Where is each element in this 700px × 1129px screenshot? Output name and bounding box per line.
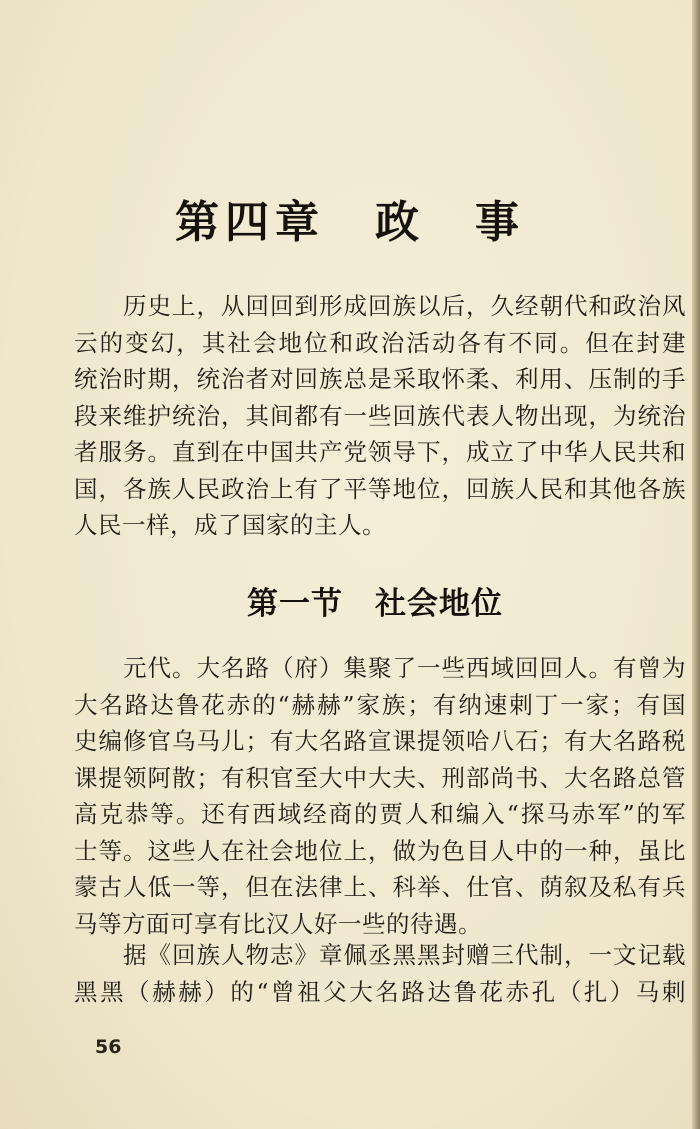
text-line: 据《回族人物志》章佩丞黑黑封赠三代制，一文记载 [74, 941, 686, 969]
text-line: 士等。这些人在社会地位上，做为色目人中的一种，虽比 [74, 836, 686, 865]
text-line: 段来维护统治，其间都有一些回族代表人物出现，为统治 [74, 401, 686, 430]
text-line: 国，各族人民政治上有了平等地位，回族人民和其他各族 [74, 474, 686, 503]
text-line: 课提领阿散；有积官至大中大夫、刑部尚书、大名路总管 [74, 763, 686, 792]
text-line: 黑黑（赫赫）的“曾祖父大名路达鲁花赤孔（扎）马剌 [74, 977, 686, 1006]
section-title: 第一节 社会地位 [247, 586, 503, 622]
text-line: 马等方面可享有比汉人好一些的待遇。 [74, 909, 482, 938]
text-line: 高克恭等。还有西域经商的贾人和编入“探马赤军”的军 [74, 800, 686, 828]
text-line: 大名路达鲁花赤的“赫赫”家族；有纳速剌丁一家；有国 [74, 690, 686, 719]
text-line: 蒙古人低一等，但在法律上、科举、仕官、荫叙及私有兵 [74, 873, 686, 901]
page-number: 56 [95, 1036, 122, 1058]
section-paragraph-2 [74, 937, 686, 1010]
page-spine-shadow [692, 0, 700, 1129]
text-line: 统治时期，统治者对回族总是采取怀柔、利用、压制的手 [74, 365, 686, 393]
text-line: 人民一样，成了国家的主人。 [74, 511, 386, 539]
text-line: 云的变幻，其社会地位和政治活动各有不同。但在封建 [74, 328, 686, 357]
text-line: 史编修官乌马儿；有大名路宣课提领哈八石；有大名路税 [74, 727, 686, 755]
text-line: 者服务。直到在中国共产党领导下，成立了中华人民共和 [74, 438, 686, 466]
text-line: 元代。大名路（府）集聚了一些西域回回人。有曾为 [74, 654, 686, 682]
section-paragraph-1 [74, 650, 686, 942]
intro-paragraph [74, 288, 686, 544]
text-line: 历史上，从回回到形成回族以后，久经朝代和政治风 [74, 292, 686, 320]
chapter-title: 第四章 政 事 [175, 197, 525, 248]
